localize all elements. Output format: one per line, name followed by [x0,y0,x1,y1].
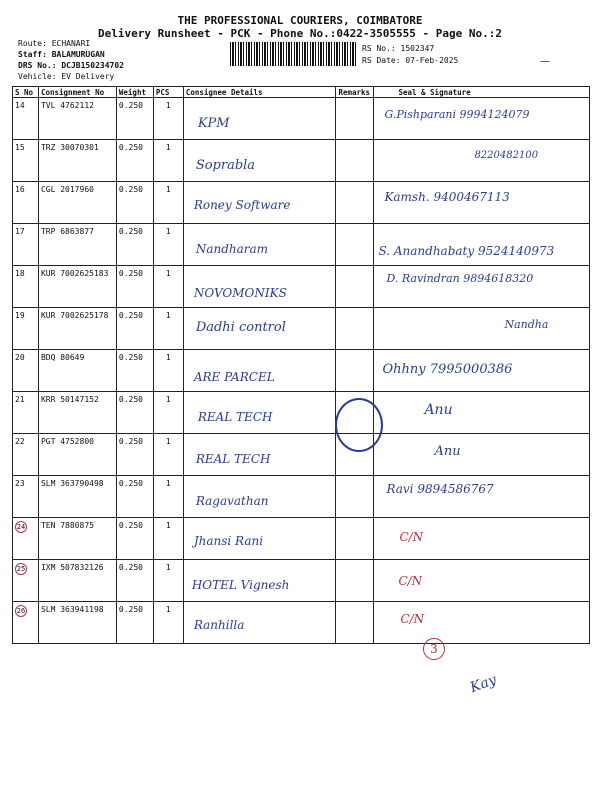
row-pcs: 1 [153,140,183,182]
row-consignee [183,560,336,602]
row-signature [374,98,590,140]
row-consignee [183,476,336,518]
consignee-handwriting: Roney Software [193,198,291,212]
row-sno: 16 [13,182,39,224]
signature-handwriting: Anu [434,444,461,459]
row-sno: 23 [13,476,39,518]
row-sno: 18 [13,266,39,308]
circled-count: 3 [423,638,445,660]
row-consignee [183,392,336,434]
row-signature [374,434,590,476]
row-weight: 0.250 [116,182,153,224]
drs-number: DRS No.: DCJB150234702 [18,61,124,70]
consignee-handwriting: KPM [197,116,230,131]
vehicle: Vehicle: EV Delivery [18,72,115,81]
table-row [13,266,590,308]
row-pcs: 1 [153,434,183,476]
row-consignment: TRP 6863877 [38,224,116,266]
row-sno: 19 [13,308,39,350]
row-pcs: 1 [153,308,183,350]
header-scribble: — [540,56,550,67]
barcode [230,42,357,66]
row-consignment: KUR 7002625183 [38,266,116,308]
consignee-handwriting: Ranhilla [193,618,245,632]
table-row [13,560,590,602]
table-row [13,224,590,266]
signature-handwriting: G.Pishparani 9994124079 [384,108,530,121]
row-consignment: BDQ 80649 [38,350,116,392]
row-remarks [336,98,374,140]
row-consignee [183,518,336,560]
route: Route: ECHANARI [18,39,91,48]
col-pcs: PCS [153,87,183,98]
delivery-stamp-circle [335,398,383,452]
signature-handwriting: C/N [398,574,423,588]
consignee-handwriting: ARE PARCEL [193,370,275,384]
row-weight: 0.250 [116,476,153,518]
signature-handwriting: Anu [424,402,453,418]
row-pcs: 1 [153,182,183,224]
row-weight: 0.250 [116,434,153,476]
consignee-handwriting: Nandharam [195,242,269,256]
table-header [13,87,590,98]
row-sno-circled: 26 [16,607,26,615]
row-remarks [336,518,374,560]
row-weight: 0.250 [116,392,153,434]
row-consignment: KRR 50147152 [38,392,116,434]
row-remarks [336,476,374,518]
row-remarks [336,224,374,266]
row-sno: 17 [13,224,39,266]
signature-handwriting: C/N [399,530,424,544]
col-weight: Weight [116,87,153,98]
table-row [13,140,590,182]
row-remarks [336,266,374,308]
row-consignee [183,224,336,266]
col-remarks: Remarks [336,87,374,98]
row-consignee [183,140,336,182]
row-sno: 15 [13,140,39,182]
table-row [13,518,590,560]
table-row [13,350,590,392]
consignee-handwriting: Dadhi control [195,320,286,335]
row-consignment: PGT 4752800 [38,434,116,476]
row-pcs: 1 [153,518,183,560]
row-signature [374,182,590,224]
row-sno [13,602,39,644]
table-row [13,98,590,140]
col-seal-signature: Seal & Signature [374,87,590,98]
consignee-handwriting: HOTEL Vignesh [191,578,290,592]
row-signature [374,224,590,266]
row-consignee [183,308,336,350]
row-consignee [183,350,336,392]
consignee-handwriting: Soprabla [195,158,256,173]
signature-handwriting: Ravi 9894586767 [386,482,494,496]
row-sno [13,560,39,602]
row-remarks [336,560,374,602]
row-signature [374,350,590,392]
staff: Staff: BALAMURUGAN [18,50,105,59]
row-signature [374,476,590,518]
signature-handwriting: C/N [400,612,425,626]
signature-handwriting: 8220482100 [474,150,539,161]
signature-handwriting: Nandha [504,318,549,331]
row-weight: 0.250 [116,308,153,350]
row-pcs: 1 [153,266,183,308]
row-signature [374,308,590,350]
row-pcs: 1 [153,476,183,518]
row-sno: 20 [13,350,39,392]
row-weight: 0.250 [116,350,153,392]
row-sno: 14 [13,98,39,140]
row-pcs: 1 [153,560,183,602]
consignee-handwriting: NOVOMONIKS [193,286,287,300]
row-weight: 0.250 [116,140,153,182]
row-consignment: KUR 7002625178 [38,308,116,350]
row-signature [374,140,590,182]
col-consignee: Consignee Details [183,87,336,98]
row-consignee [183,602,336,644]
row-sno-circled: 25 [16,565,26,573]
row-consignment: TRZ 30070301 [38,140,116,182]
row-weight: 0.250 [116,602,153,644]
row-sno-circled: 24 [16,523,26,531]
signature-handwriting: S. Anandhabaty 9524140973 [378,244,555,258]
row-consignee [183,98,336,140]
row-sno: 22 [13,434,39,476]
row-consignment: CGL 2017960 [38,182,116,224]
row-weight: 0.250 [116,98,153,140]
signature-handwriting: Ohhny 7995000386 [382,362,513,377]
row-pcs: 1 [153,98,183,140]
table-row [13,308,590,350]
runsheet-table [12,86,590,644]
row-consignment: TVL 4762112 [38,98,116,140]
row-consignment: TEN 7880875 [38,518,116,560]
row-consignment: IXM 507832126 [38,560,116,602]
row-signature [374,602,590,644]
row-weight: 0.250 [116,518,153,560]
row-signature [374,518,590,560]
row-remarks [336,308,374,350]
row-pcs: 1 [153,602,183,644]
row-consignee [183,266,336,308]
table-row [13,392,590,434]
row-weight: 0.250 [116,224,153,266]
row-pcs: 1 [153,350,183,392]
row-weight: 0.250 [116,560,153,602]
runsheet-subtitle: Delivery Runsheet - PCK - Phone No.:0422-3505555 - Page No.:2 [98,27,502,40]
company-title: THE PROFESSIONAL COURIERS, COIMBATORE [177,14,423,27]
consignee-handwriting: Jhansi Rani [193,534,264,548]
rs-number: RS No.: 1502347 [362,44,435,53]
table-row [13,434,590,476]
consignee-handwriting: REAL TECH [195,452,271,466]
row-consignment: SLM 363790498 [38,476,116,518]
row-sno: 21 [13,392,39,434]
row-sno [13,518,39,560]
signature-handwriting: D. Ravindran 9894618320 [386,272,534,285]
row-remarks [336,182,374,224]
row-signature [374,560,590,602]
row-weight: 0.250 [116,266,153,308]
consignee-handwriting: Ragavathan [195,494,269,508]
table-row [13,602,590,644]
row-remarks [336,602,374,644]
row-remarks [336,140,374,182]
table-row [13,182,590,224]
row-remarks [336,350,374,392]
col-consignment: Consignment No [38,87,116,98]
row-consignee [183,182,336,224]
row-signature [374,266,590,308]
row-signature [374,392,590,434]
row-consignment: SLM 363941198 [38,602,116,644]
consignee-handwriting: REAL TECH [197,410,273,424]
col-sno: S No [13,87,39,98]
row-pcs: 1 [153,224,183,266]
signature-handwriting: Kamsh. 9400467113 [384,190,510,204]
rs-date: RS Date: 07-Feb-2025 [362,56,459,65]
row-pcs: 1 [153,392,183,434]
table-row [13,476,590,518]
row-consignee [183,434,336,476]
initials-signature: Kay [468,671,499,697]
